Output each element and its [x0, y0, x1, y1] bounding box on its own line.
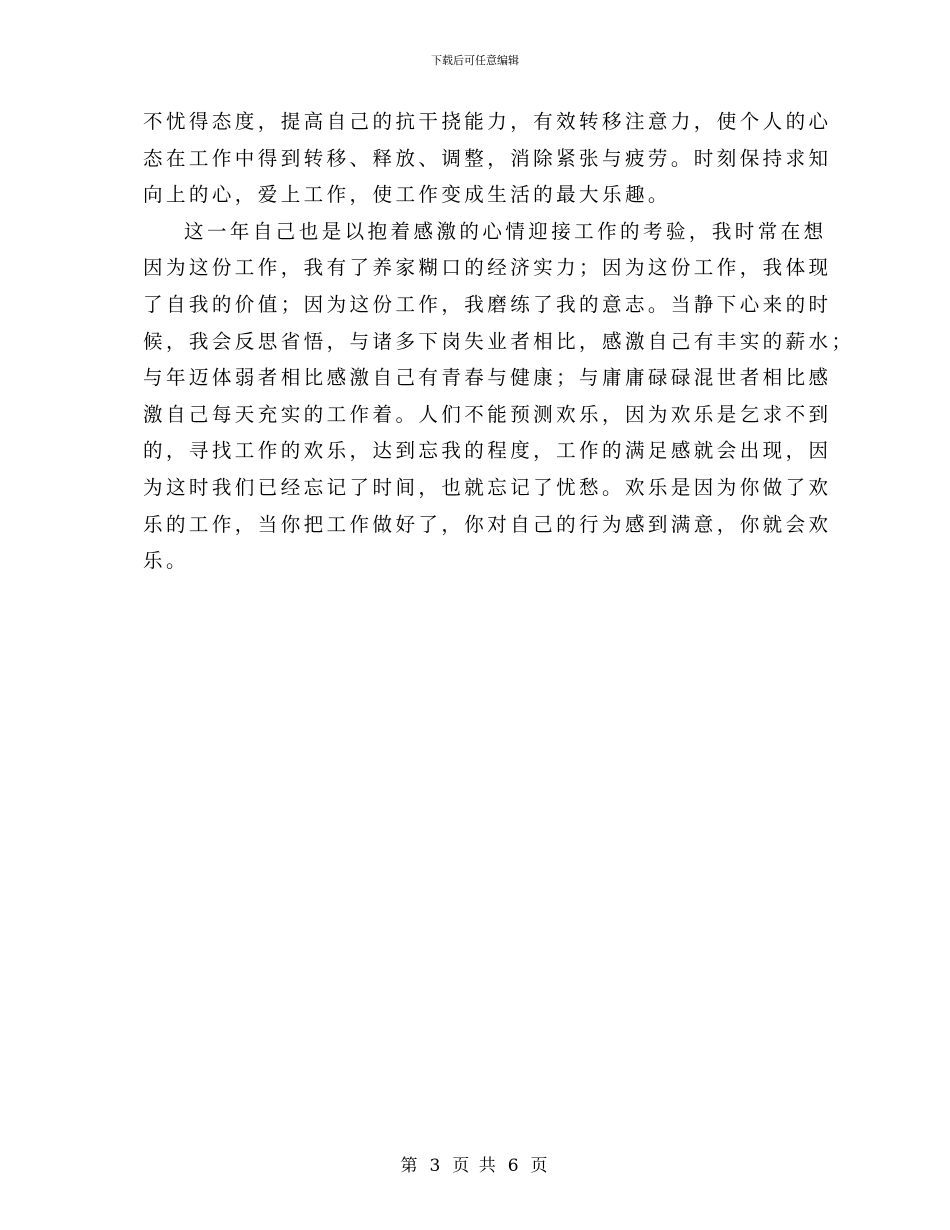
footer-prefix: 第: [400, 1156, 420, 1176]
text-line: 态在工作中得到转移、释放、调整，消除紧张与疲劳。时刻保持求知: [143, 146, 832, 170]
text-line: 乐的工作，当你把工作做好了，你对自己的行为感到满意，你就会欢: [143, 512, 832, 536]
total-page-count: 6: [507, 1156, 521, 1176]
text-line: 激自己每天充实的工作着。人们不能预测欢乐，因为欢乐是乞求不到: [143, 402, 832, 426]
footer-suffix: 页: [530, 1156, 550, 1176]
text-line: 与年迈体弱者相比感激自己有青春与健康；与庸庸碌碌混世者相比感: [143, 366, 832, 390]
text-line: 乐。: [143, 549, 189, 573]
text-line: 向上的心，爱上工作，使工作变成生活的最大乐趣。: [143, 183, 671, 207]
text-line: 了自我的价值；因为这份工作，我磨练了我的意志。当静下心来的时: [143, 292, 832, 316]
footer-middle: 页 共: [452, 1156, 498, 1176]
text-line: 因为这份工作，我有了养家糊口的经济实力；因为这份工作，我体现: [143, 256, 832, 280]
text-line: 的，寻找工作的欢乐，达到忘我的程度，工作的满足感就会出现，因: [143, 439, 832, 463]
document-body: [143, 104, 855, 580]
text-line: 候，我会反思省悟，与诸多下岗失业者相比，感激自己有丰实的薪水；: [143, 329, 855, 353]
text-line: 不忧得态度，提高自己的抗干挠能力，有效转移注意力，使个人的心: [143, 110, 832, 133]
text-line: 为这时我们已经忘记了时间，也就忘记了忧愁。欢乐是因为你做了欢: [143, 475, 832, 499]
current-page-number: 3: [429, 1156, 443, 1176]
paragraph-start-line: 这一年自己也是以抱着感激的心情迎接工作的考验，我时常在想: [184, 219, 827, 243]
page-number-footer: [0, 1156, 950, 1176]
page-header-note: 下载后可任意编辑: [431, 54, 519, 67]
